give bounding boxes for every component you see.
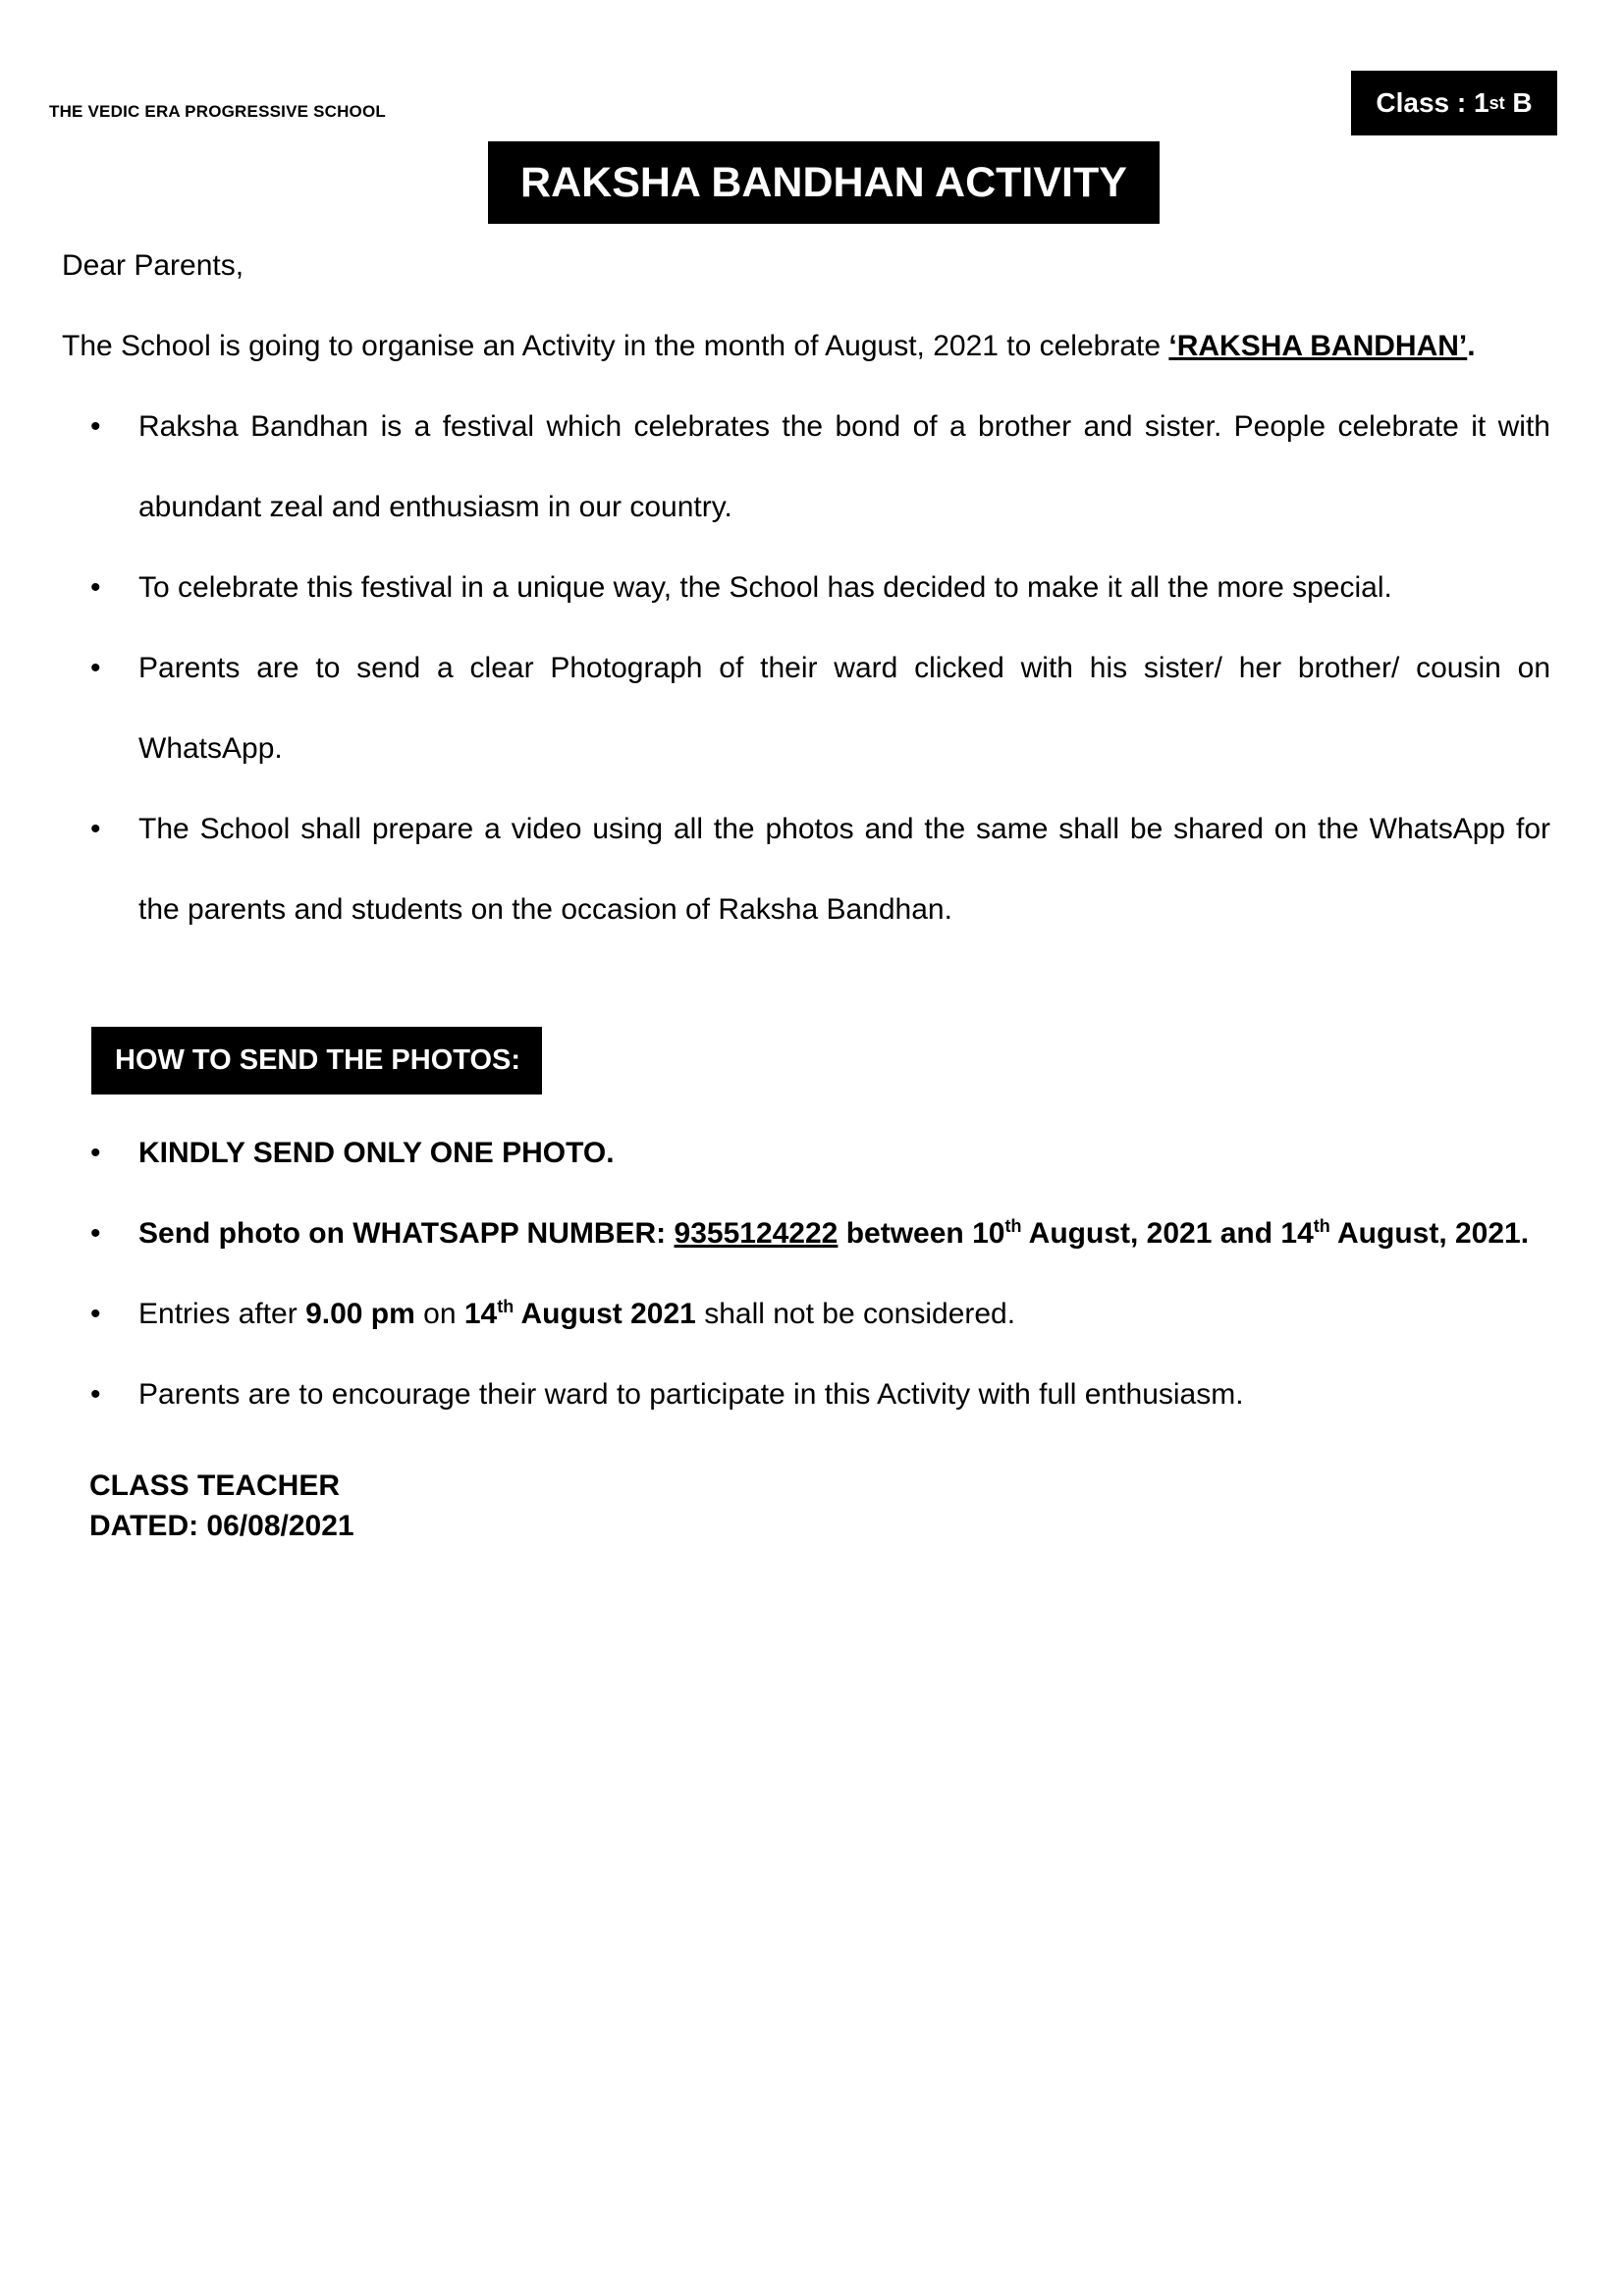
item2-sup2: th: [1313, 1216, 1330, 1236]
bullet-3-line-1: Parents are to send a clear Photograph of their ward clicked with his sister/ her brother/ cousin on: [138, 652, 1550, 684]
whatsapp-number: 9355124222: [674, 1217, 839, 1250]
bullet-marker: •: [90, 1217, 101, 1250]
item2-d: August, 2021.: [1329, 1217, 1530, 1250]
item3-month: August 2021: [514, 1298, 696, 1330]
school-name: THE VEDIC ERA PROGRESSIVE SCHOOL: [49, 102, 386, 121]
bullet-marker: •: [90, 1378, 101, 1411]
bullet-1-line-1: Raksha Bandhan is a festival which celebrates the bond of a brother and sister. People celebrate it with: [138, 410, 1550, 443]
bullet-marker: •: [90, 813, 101, 845]
class-badge: Class : 1 st B: [1351, 71, 1557, 135]
item2-b: between 10: [838, 1217, 1005, 1250]
item2-a: Send photo on WHATSAPP NUMBER:: [138, 1217, 675, 1250]
bullet-marker: •: [90, 652, 101, 684]
bullet-4-line-1: The School shall prepare a video using all the photos and the same shall be shared on the WhatsApp for: [138, 813, 1550, 845]
bullet-marker: •: [90, 410, 101, 443]
item3-c: shall not be considered.: [695, 1298, 1016, 1330]
item3-time: 9.00 pm: [305, 1298, 415, 1330]
class-suffix: B: [1504, 87, 1533, 118]
bullet-2: To celebrate this festival in a unique way, the School has decided to make it all the more special.: [138, 571, 1392, 604]
item2-c: August, 2021 and 14: [1021, 1217, 1314, 1250]
how-to-item-2: [138, 1217, 1529, 1251]
how-to-item-4: Parents are to encourage their ward to participate in this Activity with full enthusiasm.: [138, 1378, 1244, 1411]
item3-a: Entries after: [138, 1298, 306, 1330]
bullet-marker: •: [90, 571, 101, 604]
item2-sup1: th: [1004, 1216, 1022, 1236]
item3-sup: th: [497, 1297, 514, 1316]
item3-day: 14: [463, 1298, 498, 1330]
intro-emphasis: ‘RAKSHA BANDHAN’: [1168, 330, 1468, 362]
dated: DATED: 06/08/2021: [89, 1510, 354, 1542]
bullet-marker: •: [90, 1137, 101, 1169]
signatory: CLASS TEACHER: [89, 1469, 341, 1502]
how-to-heading: HOW TO SEND THE PHOTOS:: [91, 1027, 542, 1095]
intro-paragraph: [62, 330, 1476, 363]
bullet-4-line-2: the parents and students on the occasion of Raksha Bandhan.: [138, 893, 952, 926]
intro-end: .: [1467, 330, 1476, 362]
page-title: RAKSHA BANDHAN ACTIVITY: [488, 141, 1160, 224]
how-to-item-3: [138, 1298, 1015, 1331]
bullet-marker: •: [90, 1298, 101, 1330]
intro-text: The School is going to organise an Activity in the month of August, 2021 to celebrate: [62, 330, 1169, 362]
bullet-3-line-2: WhatsApp.: [138, 732, 283, 765]
how-to-item-1: KINDLY SEND ONLY ONE PHOTO.: [138, 1137, 615, 1169]
class-prefix: Class : 1: [1376, 87, 1489, 118]
item3-b: on: [414, 1298, 464, 1330]
salutation: Dear Parents,: [62, 249, 244, 282]
bullet-1-line-2: abundant zeal and enthusiasm in our country.: [138, 491, 732, 523]
